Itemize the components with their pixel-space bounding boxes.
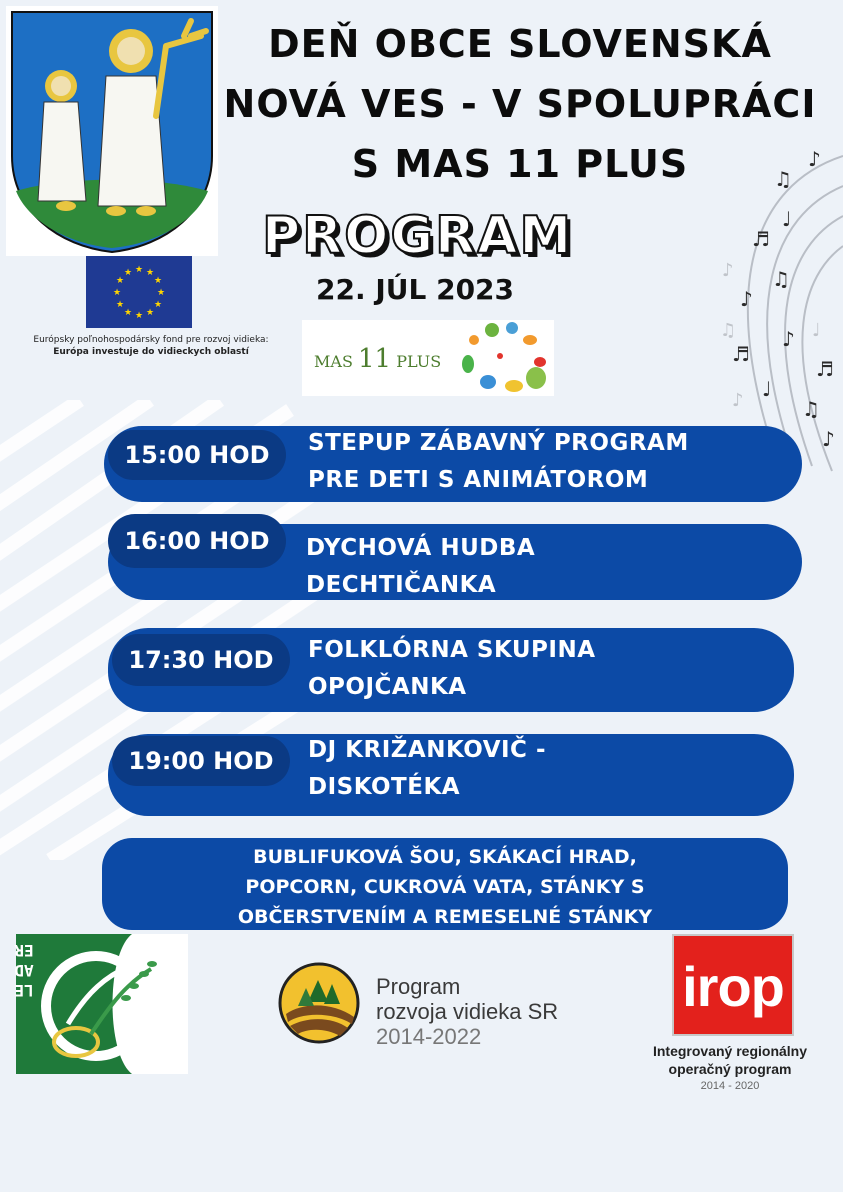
svg-text:♪: ♪ [722,260,734,281]
svg-text:♩: ♩ [812,320,821,341]
svg-text:★: ★ [123,268,133,278]
eu-flag-icon [86,256,192,328]
svg-text:♬: ♬ [732,342,750,366]
svg-text:★: ★ [145,268,155,278]
irop-years: 2014 - 2020 [700,1080,760,1092]
irop-line1: Integrovaný regionálny [652,1043,808,1059]
svg-text:♪: ♪ [740,287,753,311]
prv-emblem-icon [278,962,360,1044]
svg-text:♫: ♫ [802,397,820,421]
svg-text:♩: ♩ [762,377,772,401]
svg-text:♪: ♪ [822,427,835,451]
svg-text:♫: ♫ [720,320,737,341]
prv-years: 2014-2022 [376,1024,482,1049]
row-description [308,732,546,806]
mas-dots-icon [450,320,554,396]
svg-text:★: ★ [153,276,163,286]
svg-text:★: ★ [112,288,122,298]
mas-label [314,344,441,374]
prv-title [376,974,558,1024]
prv-line2: rozvoja vidieka SR [376,999,559,1024]
program-heading: PROGRAM [262,206,574,266]
schedule-row-3 [108,628,794,712]
irop-logo [672,934,794,1036]
svg-text:★: ★ [134,265,144,275]
schedule-row-2 [108,524,802,600]
svg-text:♪: ♪ [732,390,744,411]
schedule-row-1 [104,426,802,502]
eu-fund-line1: Európsky poľnohospodársky fond pre rozvoj vidieka: [33,335,269,345]
svg-text:♩: ♩ [782,207,792,231]
row-line1: DYCHOVÁ HUDBA [306,535,536,561]
svg-text:★: ★ [123,308,133,318]
irop-name [610,1042,843,1078]
svg-text:★: ★ [134,311,144,321]
eu-fund-caption [6,334,296,358]
coat-of-arms [6,6,218,256]
leader-label: LEADER [14,941,34,1000]
row-line2: DECHTIČANKA [306,572,497,598]
time-pill: 16:00 HOD [108,514,286,568]
svg-text:★: ★ [156,288,166,298]
mas-prefix: MAS [314,352,353,371]
svg-text:★: ★ [145,308,155,318]
extras-line1: BUBLIFUKOVÁ ŠOU, SKÁKACÍ HRAD, [253,846,637,868]
event-date: 22. JÚL 2023 [316,273,515,306]
eu-fund-line2: Európa investuje do vidieckych oblastí [53,347,249,357]
row-line1: STEPUP ZÁBAVNÝ PROGRAM [308,430,689,456]
row-line2: DISKOTÉKA [308,774,461,800]
irop-logo-text: irop [682,955,784,1018]
extras-line2: POPCORN, CUKROVÁ VATA, STÁNKY S [245,876,645,898]
event-title: DEŇ OBCE SLOVENSKÁ NOVÁ VES - V SPOLUPRÁCI S MAS 11 PLUS [223,22,817,186]
irop-line2: operačný program [668,1061,792,1077]
extras-bar [102,838,788,930]
mas-suffix: PLUS [396,352,442,371]
extras-line3: OBČERSTVENÍM A REMESELNÉ STÁNKY [237,906,653,928]
svg-text:♫: ♫ [772,267,790,291]
row-description [306,530,535,604]
time-pill: 19:00 HOD [112,736,290,786]
schedule-row-4 [108,734,794,816]
time-pill: 17:30 HOD [112,634,290,686]
mas-11-plus-logo [302,320,554,396]
svg-text:♬: ♬ [816,357,834,381]
svg-text:♫: ♫ [774,167,792,191]
mas-number: 11 [358,344,392,374]
svg-text:★: ★ [115,300,125,310]
row-line2: OPOJČANKA [308,674,467,700]
svg-text:♬: ♬ [752,227,770,251]
svg-text:♪: ♪ [808,147,821,171]
row-description [308,632,596,706]
svg-text:♪: ♪ [782,327,795,351]
time-pill: 15:00 HOD [108,430,286,480]
leader-logo [16,934,188,1074]
row-line1: DJ KRIŽANKOVIČ - [308,737,546,763]
prv-logo [278,962,608,1052]
row-line2: PRE DETI S ANIMÁTOROM [308,467,649,493]
svg-text:★: ★ [115,276,125,286]
prv-line1: Program [376,974,461,999]
row-description [308,425,689,499]
svg-text:★: ★ [153,300,163,310]
row-line1: FOLKLÓRNA SKUPINA [308,637,596,663]
leader-emblem-icon [16,934,188,1074]
